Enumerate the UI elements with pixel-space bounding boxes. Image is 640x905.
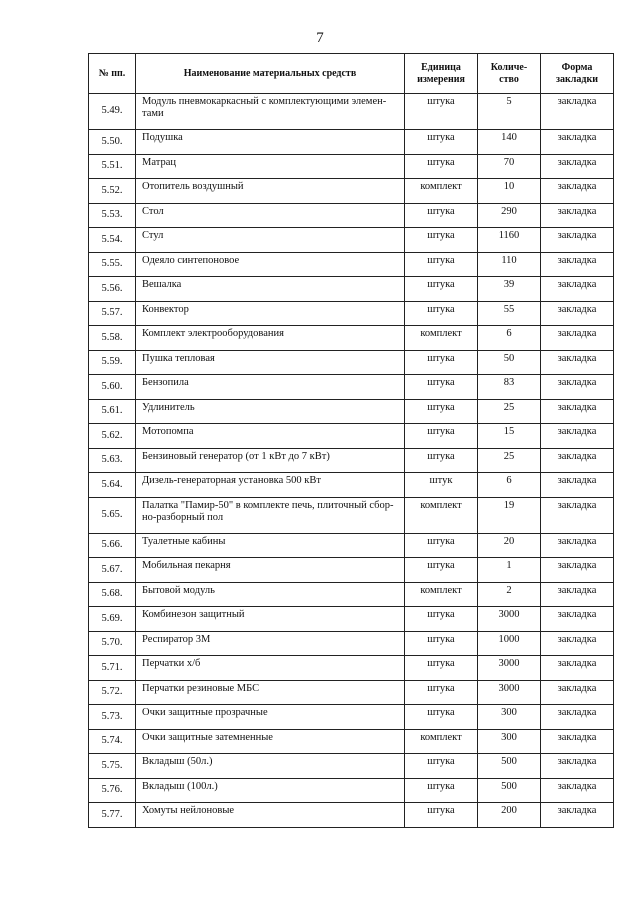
quantity-cell: 1160: [478, 228, 541, 253]
row-number-cell: 5.49.: [89, 94, 136, 130]
storage-form-cell: закладка: [541, 179, 614, 204]
unit-cell: штука: [405, 375, 478, 400]
quantity-cell: 500: [478, 778, 541, 803]
table-row: [89, 424, 614, 449]
item-name-cell: Хомуты нейлоновые: [136, 803, 405, 828]
table-row: [89, 558, 614, 583]
table-row: [89, 729, 614, 754]
row-number-cell: 5.75.: [89, 754, 136, 779]
storage-form-cell: закладка: [541, 154, 614, 179]
quantity-cell: 3000: [478, 680, 541, 705]
table-row: [89, 754, 614, 779]
row-number-cell: 5.59.: [89, 350, 136, 375]
unit-cell: штука: [405, 94, 478, 130]
table-row: [89, 350, 614, 375]
item-name-cell: Матрац: [136, 154, 405, 179]
item-name-cell: Бензопила: [136, 375, 405, 400]
row-number-cell: 5.73.: [89, 705, 136, 730]
table-row: [89, 228, 614, 253]
row-number-cell: 5.71.: [89, 656, 136, 681]
quantity-cell: 140: [478, 130, 541, 155]
unit-cell: штука: [405, 533, 478, 558]
storage-form-cell: закладка: [541, 203, 614, 228]
storage-form-cell: закладка: [541, 680, 614, 705]
storage-form-cell: закладка: [541, 656, 614, 681]
quantity-cell: 39: [478, 277, 541, 302]
unit-cell: комплект: [405, 179, 478, 204]
item-name-cell: Комбинезон защитный: [136, 607, 405, 632]
unit-cell: штука: [405, 754, 478, 779]
item-name-cell: Стол: [136, 203, 405, 228]
quantity-cell: 5: [478, 94, 541, 130]
storage-form-cell: закладка: [541, 778, 614, 803]
row-number-cell: 5.62.: [89, 424, 136, 449]
row-number-cell: 5.70.: [89, 631, 136, 656]
item-name-cell: Пушка тепловая: [136, 350, 405, 375]
quantity-cell: 6: [478, 473, 541, 498]
quantity-cell: 1: [478, 558, 541, 583]
unit-cell: комплект: [405, 582, 478, 607]
storage-form-cell: закладка: [541, 473, 614, 498]
row-number-cell: 5.54.: [89, 228, 136, 253]
quantity-cell: 500: [478, 754, 541, 779]
storage-form-cell: закладка: [541, 375, 614, 400]
table-row: [89, 154, 614, 179]
row-number-cell: 5.50.: [89, 130, 136, 155]
header-name: Наименование материальных средств: [136, 54, 405, 94]
storage-form-cell: закладка: [541, 424, 614, 449]
row-number-cell: 5.60.: [89, 375, 136, 400]
quantity-cell: 20: [478, 533, 541, 558]
storage-form-cell: закладка: [541, 558, 614, 583]
table-row: [89, 277, 614, 302]
item-name-cell: Дизель-генераторная установка 500 кВт: [136, 473, 405, 498]
unit-cell: штука: [405, 803, 478, 828]
table-row: [89, 94, 614, 130]
item-name-cell: Мотопомпа: [136, 424, 405, 449]
page-number: 7: [316, 30, 324, 46]
unit-cell: комплект: [405, 326, 478, 351]
storage-form-cell: закладка: [541, 228, 614, 253]
row-number-cell: 5.57.: [89, 301, 136, 326]
item-name-cell: Одеяло синтепоновое: [136, 252, 405, 277]
unit-cell: штука: [405, 277, 478, 302]
table-row: [89, 399, 614, 424]
materials-table: [88, 53, 614, 828]
table-row: [89, 803, 614, 828]
unit-cell: штука: [405, 301, 478, 326]
unit-cell: штука: [405, 154, 478, 179]
table-row: [89, 179, 614, 204]
item-name-cell: Подушка: [136, 130, 405, 155]
unit-cell: штука: [405, 130, 478, 155]
quantity-cell: 19: [478, 497, 541, 533]
table-row: [89, 582, 614, 607]
quantity-cell: 290: [478, 203, 541, 228]
storage-form-cell: закладка: [541, 399, 614, 424]
header-unit: Единица измерения: [405, 54, 478, 94]
table-row: [89, 778, 614, 803]
row-number-cell: 5.65.: [89, 497, 136, 533]
storage-form-cell: закладка: [541, 277, 614, 302]
row-number-cell: 5.76.: [89, 778, 136, 803]
unit-cell: штук: [405, 473, 478, 498]
table-row: [89, 656, 614, 681]
unit-cell: штука: [405, 778, 478, 803]
item-name-cell: Модуль пневмокаркасный с комплектующими элемен-тами: [136, 94, 405, 130]
quantity-cell: 6: [478, 326, 541, 351]
item-name-cell: Вкладыш (100л.): [136, 778, 405, 803]
quantity-cell: 300: [478, 729, 541, 754]
storage-form-cell: закладка: [541, 582, 614, 607]
item-name-cell: Очки защитные затемненные: [136, 729, 405, 754]
quantity-cell: 25: [478, 448, 541, 473]
row-number-cell: 5.51.: [89, 154, 136, 179]
quantity-cell: 83: [478, 375, 541, 400]
storage-form-cell: закладка: [541, 252, 614, 277]
unit-cell: штука: [405, 656, 478, 681]
item-name-cell: Комплект электрооборудования: [136, 326, 405, 351]
row-number-cell: 5.74.: [89, 729, 136, 754]
table-row: [89, 607, 614, 632]
unit-cell: штука: [405, 399, 478, 424]
storage-form-cell: закладка: [541, 803, 614, 828]
unit-cell: штука: [405, 705, 478, 730]
row-number-cell: 5.55.: [89, 252, 136, 277]
item-name-cell: Стул: [136, 228, 405, 253]
row-number-cell: 5.69.: [89, 607, 136, 632]
item-name-cell: Конвектор: [136, 301, 405, 326]
table-header: [89, 54, 614, 94]
quantity-cell: 50: [478, 350, 541, 375]
storage-form-cell: закладка: [541, 448, 614, 473]
item-name-cell: Перчатки х/б: [136, 656, 405, 681]
table-row: [89, 448, 614, 473]
item-name-cell: Перчатки резиновые МБС: [136, 680, 405, 705]
table-body: [89, 94, 614, 828]
table-row: [89, 631, 614, 656]
row-number-cell: 5.58.: [89, 326, 136, 351]
item-name-cell: Бытовой модуль: [136, 582, 405, 607]
row-number-cell: 5.67.: [89, 558, 136, 583]
storage-form-cell: закладка: [541, 326, 614, 351]
storage-form-cell: закладка: [541, 754, 614, 779]
header-qty: Количе-ство: [478, 54, 541, 94]
storage-form-cell: закладка: [541, 130, 614, 155]
unit-cell: штука: [405, 607, 478, 632]
table-row: [89, 375, 614, 400]
unit-cell: штука: [405, 252, 478, 277]
row-number-cell: 5.64.: [89, 473, 136, 498]
storage-form-cell: закладка: [541, 631, 614, 656]
row-number-cell: 5.56.: [89, 277, 136, 302]
item-name-cell: Туалетные кабины: [136, 533, 405, 558]
quantity-cell: 2: [478, 582, 541, 607]
table-row: [89, 680, 614, 705]
item-name-cell: Мобильная пекарня: [136, 558, 405, 583]
row-number-cell: 5.68.: [89, 582, 136, 607]
table-row: [89, 301, 614, 326]
row-number-cell: 5.63.: [89, 448, 136, 473]
quantity-cell: 15: [478, 424, 541, 449]
storage-form-cell: закладка: [541, 729, 614, 754]
item-name-cell: Отопитель воздушный: [136, 179, 405, 204]
storage-form-cell: закладка: [541, 94, 614, 130]
table-row: [89, 252, 614, 277]
header-num: № пп.: [89, 54, 136, 94]
quantity-cell: 10: [478, 179, 541, 204]
row-number-cell: 5.52.: [89, 179, 136, 204]
unit-cell: штука: [405, 203, 478, 228]
item-name-cell: Удлинитель: [136, 399, 405, 424]
quantity-cell: 200: [478, 803, 541, 828]
table-row: [89, 473, 614, 498]
unit-cell: штука: [405, 228, 478, 253]
row-number-cell: 5.66.: [89, 533, 136, 558]
quantity-cell: 3000: [478, 607, 541, 632]
row-number-cell: 5.77.: [89, 803, 136, 828]
storage-form-cell: закладка: [541, 607, 614, 632]
item-name-cell: Вкладыш (50л.): [136, 754, 405, 779]
quantity-cell: 25: [478, 399, 541, 424]
unit-cell: комплект: [405, 497, 478, 533]
table-row: [89, 533, 614, 558]
row-number-cell: 5.53.: [89, 203, 136, 228]
unit-cell: штука: [405, 558, 478, 583]
storage-form-cell: закладка: [541, 705, 614, 730]
row-number-cell: 5.72.: [89, 680, 136, 705]
quantity-cell: 110: [478, 252, 541, 277]
quantity-cell: 300: [478, 705, 541, 730]
table-row: [89, 203, 614, 228]
unit-cell: штука: [405, 424, 478, 449]
unit-cell: штука: [405, 448, 478, 473]
row-number-cell: 5.61.: [89, 399, 136, 424]
item-name-cell: Очки защитные прозрачные: [136, 705, 405, 730]
table-row: [89, 705, 614, 730]
storage-form-cell: закладка: [541, 497, 614, 533]
unit-cell: штука: [405, 631, 478, 656]
table-row: [89, 130, 614, 155]
quantity-cell: 55: [478, 301, 541, 326]
unit-cell: штука: [405, 680, 478, 705]
unit-cell: комплект: [405, 729, 478, 754]
header-form: Форма закладки: [541, 54, 614, 94]
quantity-cell: 70: [478, 154, 541, 179]
table-row: [89, 497, 614, 533]
unit-cell: штука: [405, 350, 478, 375]
storage-form-cell: закладка: [541, 533, 614, 558]
table-row: [89, 326, 614, 351]
storage-form-cell: закладка: [541, 350, 614, 375]
item-name-cell: Бензиновый генератор (от 1 кВт до 7 кВт): [136, 448, 405, 473]
quantity-cell: 1000: [478, 631, 541, 656]
storage-form-cell: закладка: [541, 301, 614, 326]
quantity-cell: 3000: [478, 656, 541, 681]
item-name-cell: Респиратор 3М: [136, 631, 405, 656]
item-name-cell: Палатка "Памир-50" в комплекте печь, плиточный сбор-но-разборный пол: [136, 497, 405, 533]
item-name-cell: Вешалка: [136, 277, 405, 302]
